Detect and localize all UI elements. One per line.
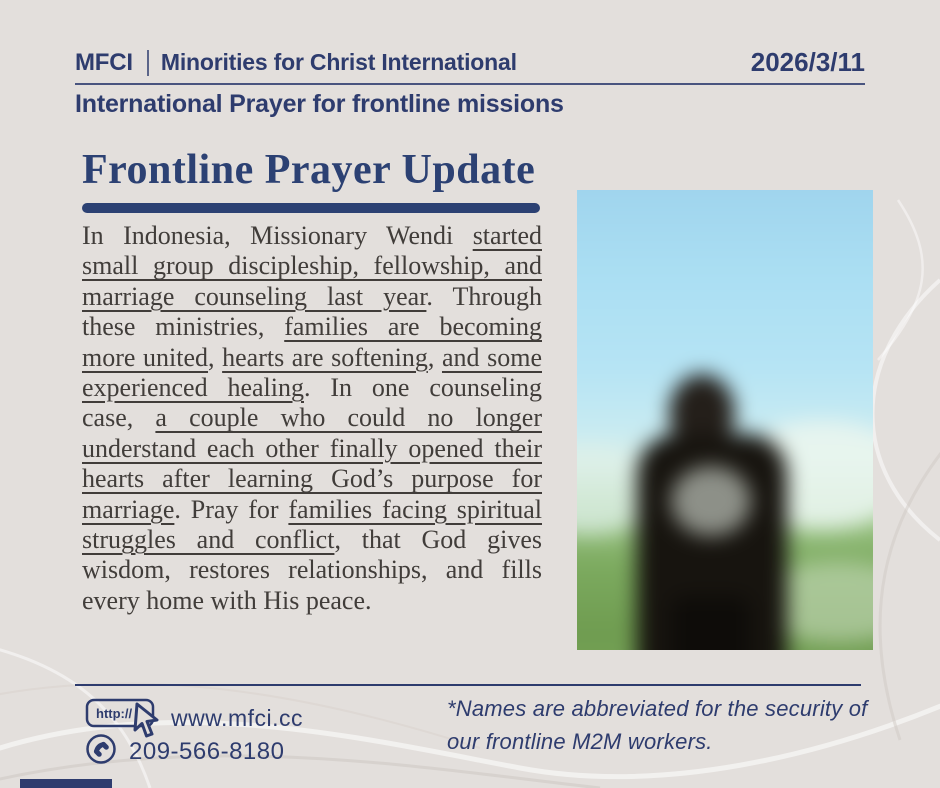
phone-icon — [85, 733, 117, 770]
header-divider-line — [75, 83, 865, 85]
page-title: Frontline Prayer Update — [82, 147, 536, 193]
header-top-row — [75, 47, 865, 78]
header-vertical-divider — [147, 50, 149, 76]
org-name: Minorities for Christ International — [160, 49, 517, 75]
security-note — [447, 692, 877, 758]
photo-figure-legs — [671, 596, 751, 650]
missionary-photo — [577, 190, 873, 650]
website-url: www.mfci.cc — [171, 704, 303, 731]
title-underline-bar — [82, 203, 540, 213]
header-subtitle: International Prayer for frontline missions — [75, 90, 564, 118]
org-abbreviation: MFCI — [75, 48, 133, 76]
security-note-line2: our frontline M2M workers. — [447, 729, 713, 754]
security-note-line1: *Names are abbreviated for the security of — [447, 696, 868, 721]
bottom-left-accent-bar — [20, 779, 112, 788]
prayer-update-body: In Indonesia, Missionary Wendi started small group discipleship, fellowship, and marriage counseling last year. Through these ministries, families are becoming more united, hearts are softening, and some experienced healing. In one counseling case, a couple who could no longer understand each other finally opened their hearts after learning God’s purpose for marriage. Pray for families facing spiritual struggles and conflict, that God gives wisdom, restores relationships, and fills every home with His peace. — [82, 221, 542, 615]
issue-date: 2026/3/11 — [750, 47, 865, 77]
header — [75, 47, 865, 119]
phone-row — [85, 733, 284, 770]
phone-number: 209-566-8180 — [129, 737, 285, 765]
http-label: http:// — [96, 706, 133, 721]
footer-divider-line — [75, 684, 861, 686]
photo-figure-chest — [671, 466, 751, 536]
photo-blur-layer — [577, 190, 873, 650]
